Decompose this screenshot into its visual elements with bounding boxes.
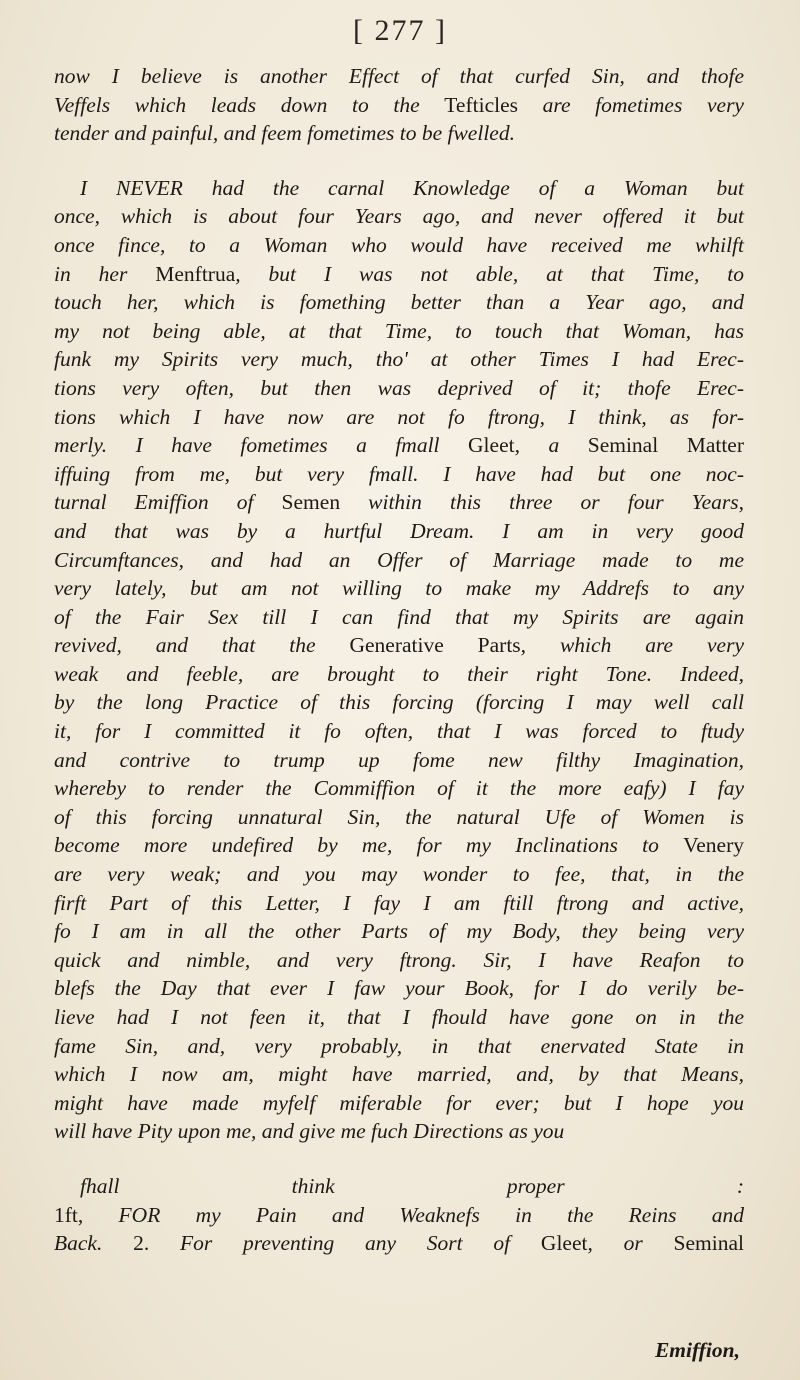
roman-text-segment: Venery	[683, 833, 744, 858]
italic-text-segment: now I believe is another Effect of that curfed Sin, and thofe	[54, 64, 744, 88]
text-line	[54, 917, 744, 946]
text-line	[54, 974, 744, 1003]
italic-text-segment: , or	[587, 1231, 674, 1256]
italic-text-segment: by the long Practice of this forcing (forcing I may well call	[54, 690, 744, 715]
italic-text-segment: funk my Spirits very much, tho' at other Times I had Erec-	[54, 347, 744, 372]
italic-text-segment: fo I am in all the other Parts of my Body, they being very	[54, 919, 744, 944]
italic-text-segment: my not being able, at that Time, to touch that Woman, has	[54, 318, 744, 343]
text-line	[54, 288, 744, 317]
italic-text-segment: lieve had I not feen it, that I fhould have gone on in the	[54, 1005, 744, 1029]
italic-text-segment: of this forcing unnatural Sin, the natural Ufe of Women is	[54, 804, 744, 829]
italic-text-segment: revived, and that the	[54, 633, 350, 658]
italic-text-segment: might have made myfelf miferable for ever; but I hope you	[54, 1090, 744, 1115]
italic-text-segment: fhall think proper :	[80, 1173, 744, 1198]
text-line	[54, 717, 744, 746]
italic-text-segment: I NEVER had the carnal Knowledge of a Woman but	[80, 175, 744, 200]
page-number: [ 277 ]	[353, 14, 447, 47]
italic-text-segment: , but I was not able, at that Time, to	[235, 261, 744, 286]
text-line	[54, 62, 744, 91]
letter-body-text	[54, 62, 744, 1258]
italic-text-segment: quick and nimble, and very ftrong. Sir, I have Reafon to	[54, 947, 744, 972]
roman-text-segment: Seminal Matter	[587, 433, 745, 458]
text-line	[54, 1117, 744, 1146]
text-line	[54, 688, 744, 717]
catchword: Emiffion,	[654, 1338, 740, 1362]
italic-text-segment: tions very often, but then was deprived of it; thofe Erec-	[54, 375, 744, 400]
roman-text-segment: Seminal	[673, 1231, 744, 1256]
text-line	[54, 831, 744, 860]
text-line	[54, 174, 744, 203]
roman-text-segment: 1ft,	[54, 1202, 119, 1227]
text-line	[54, 260, 744, 289]
italic-text-segment: of the Fair Sex till I can find that my Spirits are again	[54, 604, 744, 629]
italic-text-segment: touch her, which is fomething better than a Year ago, and	[54, 290, 744, 315]
text-line	[54, 803, 744, 832]
italic-text-segment: , a	[514, 433, 588, 458]
text-line	[54, 889, 744, 918]
italic-text-segment: merly. I have fometimes a fmall	[54, 433, 469, 458]
italic-text-segment: which I now am, might have married, and, by that Means,	[54, 1062, 744, 1087]
italic-text-segment: it, for I committed it fo often, that I was forced to ftudy	[54, 719, 744, 744]
text-line	[54, 1060, 744, 1089]
text-line	[54, 488, 744, 517]
italic-text-segment: will have Pity upon me, and give me fuch Directions as you	[54, 1119, 565, 1144]
italic-text-segment: and that was by a hurtful Dream. I am in very good	[54, 518, 744, 543]
italic-text-segment: are fometimes very	[518, 92, 744, 117]
italic-text-segment: , which are very	[520, 633, 744, 658]
roman-text-segment: Generative Parts	[349, 633, 521, 658]
text-line	[54, 860, 744, 889]
text-line	[54, 774, 744, 803]
text-line	[54, 603, 744, 632]
italic-text-segment: firft Part of this Letter, I fay I am ftill ftrong and active,	[54, 890, 744, 915]
paragraph-gap	[54, 148, 744, 174]
roman-text-segment: Semen	[281, 490, 341, 515]
text-line	[54, 1089, 744, 1118]
italic-text-segment: whereby to render the Commiffion of it the more eafy) I fay	[54, 776, 744, 801]
text-line	[54, 1032, 744, 1061]
italic-text-segment: tions which I have now are not fo ftrong, I think, as for-	[54, 404, 744, 429]
text-line	[54, 460, 744, 489]
text-line	[54, 431, 744, 460]
italic-text-segment: become more undefired by me, for my Inclinations to	[54, 833, 684, 858]
italic-text-segment: Circumftances, and had an Offer of Marriage made to me	[54, 547, 744, 572]
italic-text-segment: tender and painful, and feem fometimes to be fwelled.	[54, 121, 515, 146]
text-line	[54, 1201, 744, 1230]
roman-text-segment: Gleet	[468, 433, 515, 458]
text-line	[54, 345, 744, 374]
italic-text-segment: fame Sin, and, very probably, in that enervated State in	[54, 1033, 744, 1058]
text-line	[54, 317, 744, 346]
italic-text-segment: iffuing from me, but very fmall. I have had but one noc-	[54, 461, 744, 486]
italic-text-segment: Back.	[54, 1231, 134, 1256]
paragraph-gap	[54, 1146, 744, 1172]
text-line	[54, 517, 744, 546]
italic-text-segment: within this three or four Years,	[340, 490, 745, 515]
text-line	[54, 1172, 744, 1201]
text-line	[54, 374, 744, 403]
italic-text-segment: For preventing any Sort of	[180, 1231, 541, 1256]
italic-text-segment: very lately, but am not willing to make my Addrefs to any	[54, 576, 744, 601]
italic-text-segment: blefs the Day that ever I faw your Book, for I do verily be-	[54, 976, 744, 1001]
text-line	[54, 202, 744, 231]
text-line	[54, 403, 744, 432]
text-line	[54, 546, 744, 575]
roman-text-segment: Menftrua	[155, 261, 236, 286]
roman-text-segment: 2.	[133, 1231, 181, 1256]
text-line	[54, 231, 744, 260]
text-line	[54, 91, 744, 120]
italic-text-segment: weak and feeble, are brought to their right Tone. Indeed,	[54, 661, 744, 686]
roman-text-segment: Gleet	[540, 1231, 588, 1256]
text-line	[54, 574, 744, 603]
text-line	[54, 1003, 744, 1032]
italic-text-segment: FOR my Pain and Weaknefs in the Reins and	[118, 1202, 744, 1227]
italic-text-segment: are very weak; and you may wonder to fee, that, in the	[54, 862, 744, 887]
text-line	[54, 119, 744, 148]
italic-text-segment: in her	[54, 261, 156, 286]
italic-text-segment: once, which is about four Years ago, and never offered it but	[54, 204, 744, 229]
italic-text-segment: once fince, to a Woman who would have received me whilft	[54, 232, 744, 257]
text-line	[54, 631, 744, 660]
text-line	[54, 1229, 744, 1258]
italic-text-segment: turnal Emiffion of	[54, 490, 282, 515]
text-line	[54, 946, 744, 975]
text-line	[54, 746, 744, 775]
roman-text-segment: Tefticles	[444, 92, 519, 117]
text-line	[54, 660, 744, 689]
italic-text-segment: and contrive to trump up fome new filthy Imagination,	[54, 747, 744, 772]
italic-text-segment: Veffels which leads down to the	[54, 92, 445, 117]
